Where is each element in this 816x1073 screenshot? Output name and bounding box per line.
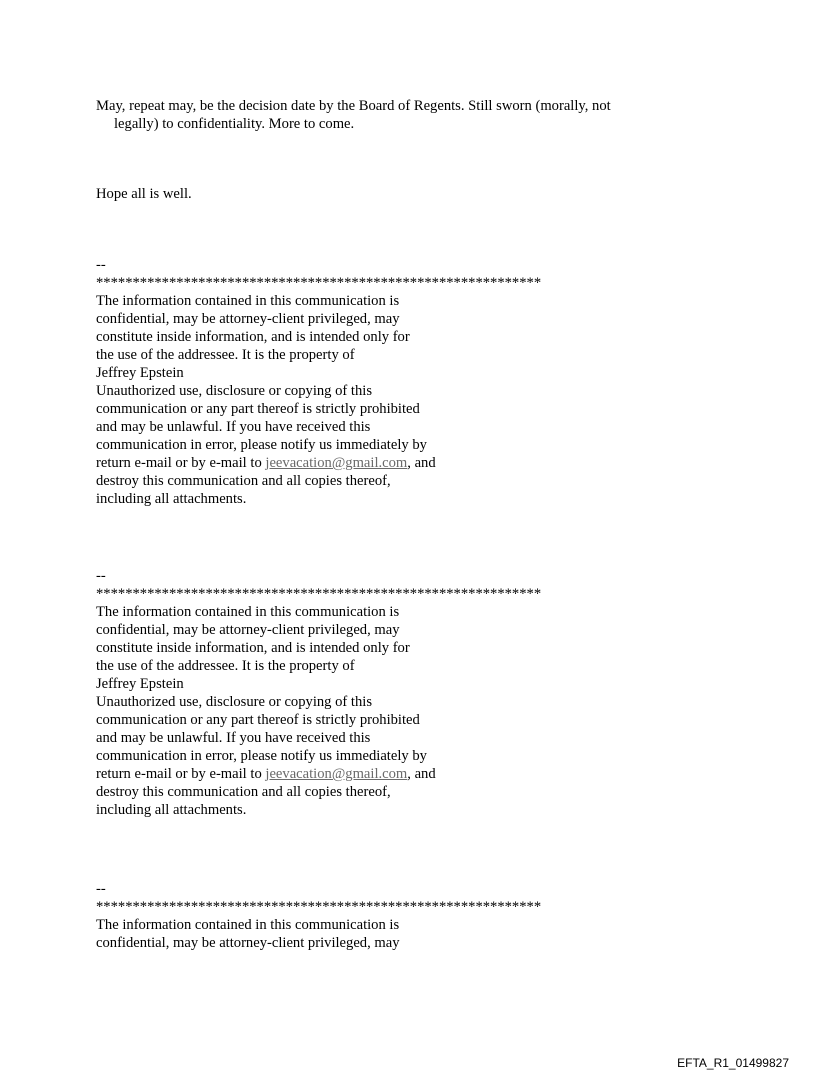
disclaimer-line: including all attachments. [96, 802, 247, 818]
disclaimer-line: communication in error, please notify us immediately by [96, 748, 427, 764]
message-body-line-2: legally) to confidentiality. More to come. [114, 116, 355, 132]
document-id: EFTA_R1_01499827 [677, 1056, 789, 1070]
disclaimer-line: The information contained in this communication is [96, 293, 400, 309]
disclaimer-line: the use of the addressee. It is the property of [96, 347, 355, 363]
disclaimer-block-1 [96, 256, 616, 508]
message-body-line-1: May, repeat may, be the decision date by the Board of Regents. Still sworn (morally, not [96, 98, 611, 114]
asterisk-divider: ************************************************************* [96, 899, 542, 915]
disclaimer-email-line [96, 454, 616, 472]
disclaimer-line: communication or any part thereof is strictly prohibited [96, 712, 420, 728]
disclaimer-line: Unauthorized use, disclosure or copying of this [96, 383, 373, 399]
email-link[interactable]: jeevacation@gmail.com [265, 455, 408, 471]
message-closing [96, 185, 192, 203]
disclaimer-email-suffix: , and [407, 455, 436, 471]
disclaimer-line: destroy this communication and all copies thereof, [96, 473, 391, 489]
signature-separator: -- [96, 257, 106, 273]
email-link[interactable]: jeevacation@gmail.com [265, 766, 408, 782]
disclaimer-email-suffix: , and [407, 766, 436, 782]
asterisk-divider: ************************************************************* [96, 586, 542, 602]
disclaimer-line: confidential, may be attorney-client privileged, may [96, 935, 400, 951]
disclaimer-block-2 [96, 567, 616, 819]
disclaimer-line: constitute inside information, and is intended only for [96, 640, 410, 656]
closing-text: Hope all is well. [96, 186, 192, 202]
disclaimer-line: communication or any part thereof is strictly prohibited [96, 401, 420, 417]
disclaimer-line: destroy this communication and all copies thereof, [96, 784, 391, 800]
disclaimer-line: and may be unlawful. If you have received this [96, 419, 371, 435]
disclaimer-line: The information contained in this communication is [96, 604, 400, 620]
disclaimer-line: Unauthorized use, disclosure or copying of this [96, 694, 373, 710]
disclaimer-line: Jeffrey Epstein [96, 676, 184, 692]
disclaimer-line: confidential, may be attorney-client privileged, may [96, 622, 400, 638]
disclaimer-line: including all attachments. [96, 491, 247, 507]
disclaimer-email-prefix: return e-mail or by e-mail to [96, 766, 266, 782]
disclaimer-line: The information contained in this communication is [96, 917, 400, 933]
disclaimer-line: confidential, may be attorney-client privileged, may [96, 311, 400, 327]
disclaimer-line: communication in error, please notify us immediately by [96, 437, 427, 453]
disclaimer-line: Jeffrey Epstein [96, 365, 184, 381]
message-body [96, 97, 611, 133]
disclaimer-block-3 [96, 880, 616, 952]
asterisk-divider: ************************************************************* [96, 275, 542, 291]
disclaimer-line: constitute inside information, and is intended only for [96, 329, 410, 345]
disclaimer-email-line [96, 765, 616, 783]
disclaimer-line: the use of the addressee. It is the property of [96, 658, 355, 674]
signature-separator: -- [96, 881, 106, 897]
disclaimer-email-prefix: return e-mail or by e-mail to [96, 455, 266, 471]
signature-separator: -- [96, 568, 106, 584]
disclaimer-line: and may be unlawful. If you have received this [96, 730, 371, 746]
